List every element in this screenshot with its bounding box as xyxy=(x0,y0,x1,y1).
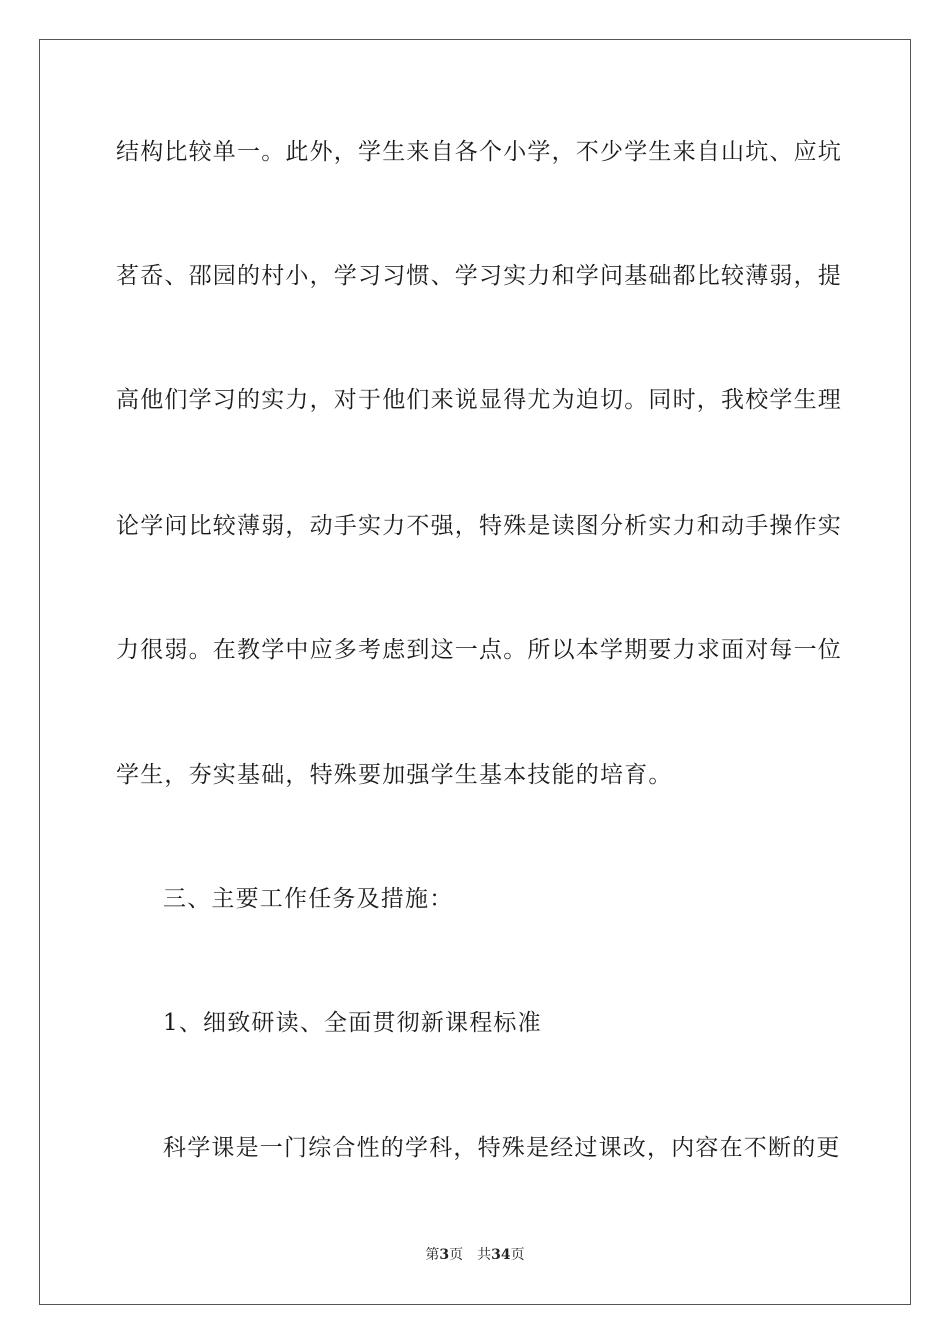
footer-page-prefix: 第 xyxy=(425,1247,440,1263)
body-line-1: 结构比较单一。此外，学生来自各个小学，不少学生来自山坑、应坑 xyxy=(116,139,842,165)
page-footer xyxy=(0,1246,950,1264)
body-line-2: 茗岙、邵园的村小，学习习惯、学习实力和学问基础都比较薄弱，提 xyxy=(116,263,842,289)
body-line-3: 高他们学习的实力，对于他们来说显得尤为迫切。同时，我校学生理 xyxy=(116,387,842,413)
body-line-4: 论学问比较薄弱，动手实力不强，特殊是读图分析实力和动手操作实 xyxy=(116,513,842,539)
footer-page-current: 3 xyxy=(439,1247,450,1263)
page-border xyxy=(39,39,911,1305)
body-line-5: 力很弱。在教学中应多考虑到这一点。所以本学期要力求面对每一位 xyxy=(116,637,842,663)
section-heading: 三、主要工作任务及措施： xyxy=(163,886,454,912)
footer-total-prefix: 共 xyxy=(477,1247,492,1263)
footer-total-suffix: 页 xyxy=(510,1247,525,1263)
subsection-heading: 1、细致研读、全面贯彻新课程标准 xyxy=(163,1010,542,1036)
footer-page-total: 34 xyxy=(491,1247,511,1263)
footer-page-suffix: 页 xyxy=(449,1247,464,1263)
body-line-paragraph-start: 科学课是一门综合性的学科，特殊是经过课改，内容在不断的更 xyxy=(163,1135,841,1161)
body-line-6: 学生，夯实基础，特殊要加强学生基本技能的培育。 xyxy=(116,762,673,788)
